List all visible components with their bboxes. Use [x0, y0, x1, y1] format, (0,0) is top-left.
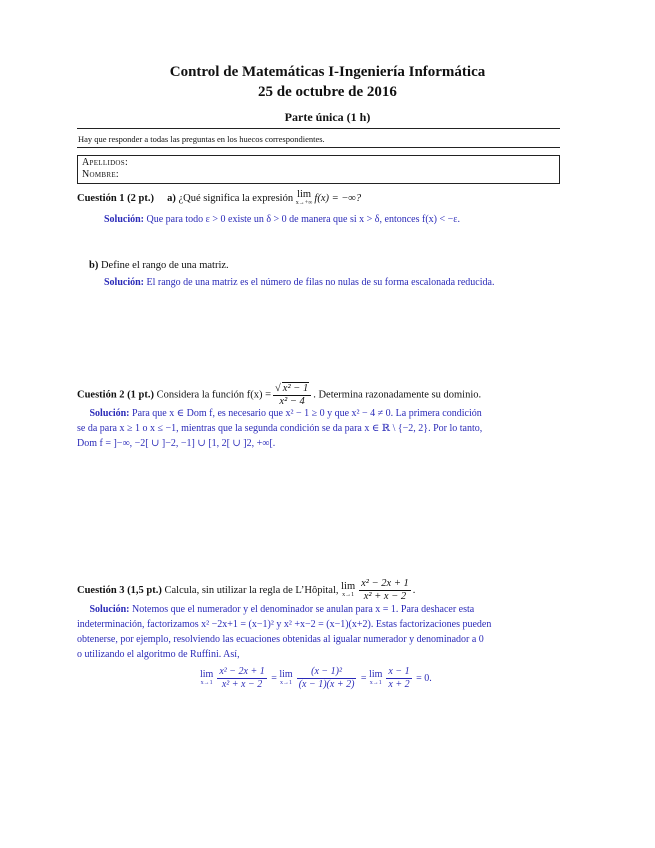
solution-label: Solución:	[104, 214, 145, 225]
exam-part: Parte única (1 h)	[284, 110, 371, 124]
solution-line: Para que x ∈ Dom f, es necesario que x² − 1 ≥ 0 y que x² − 4 ≠ 0. La primera condición	[132, 408, 482, 419]
equation-fraction: $\frac{\text{x² − 2x + 1}}{\text{x² + x − 2}}$	[219, 666, 265, 690]
question-3: Cuestión 3 (1,5 pt.) Calcula, sin utilizar la regla de L’Hôpital, lim x→1 $\frac{\text{x² − 2x + 1}}{\text{x² + x − 2}}$ .	[77, 578, 416, 602]
question-1-b	[89, 260, 229, 271]
question-2-solution	[77, 406, 567, 451]
question-1-label: Cuestión 1 (2 pt.)	[77, 192, 155, 204]
limit-fraction: $\frac{\text{x² − 2x + 1}}{\text{x² + x − 2}}$	[361, 578, 409, 602]
solution-label: Solución:	[104, 277, 145, 288]
equation-fraction: $\frac{x - 1}{x + 2}$	[388, 666, 410, 690]
part-a-text: ¿Qué significa la expresión	[178, 192, 294, 204]
question-2-text: Considera la función f(x) =	[156, 389, 272, 401]
limit-expression: lim x→+∞	[295, 189, 313, 206]
part-b-label: b)	[89, 260, 99, 271]
apellidos-label: Apellidos:	[82, 157, 129, 168]
part-b-solution	[104, 275, 494, 290]
solution-label: Solución:	[89, 604, 130, 615]
solution-line: o utilizando el algoritmo de Ruffini. Así,	[77, 649, 240, 660]
equation-fraction: $\frac{\text{(x − 1)²}}{(x - 1)(x + 2)}$	[298, 666, 355, 690]
student-info-box	[77, 155, 560, 184]
question-3-text: Calcula, sin utilizar la regla de L’Hôpital,	[164, 584, 339, 596]
question-2	[77, 382, 481, 408]
solution-line: indeterminación, factorizamos x² −2x+1 = (x−1)² y x² +x−2 = (x−1)(x+2). Estas factorizaciones pueden	[77, 619, 492, 630]
question-3-label: Cuestión 3 (1,5 pt.)	[77, 584, 162, 596]
exam-title: Control de Matemáticas I-Ingeniería Informática	[169, 64, 486, 80]
solution-line: Notemos que el numerador y el denominador se anulan para x = 1. Para deshacer esta	[132, 604, 475, 615]
question-3-solution	[77, 602, 567, 662]
limit-expression: lim x→1	[200, 669, 214, 686]
part-a-label: a)	[167, 192, 176, 204]
part-a-expression: f(x) = −∞?	[314, 192, 362, 204]
function-fraction: $\frac{\text{√ x² − 1}}{\text{x² − 4}}$	[273, 382, 311, 408]
solution-text: Que para todo ε > 0 existe un δ > 0 de manera que si x > δ, entonces f(x) < −ε.	[146, 214, 460, 225]
question-1-a	[77, 190, 361, 207]
solution-line: se da para x ≥ 1 o x ≤ −1, mientras que la segunda condición se da para x ∈ ℝ \ {−2, 2}. Por lo tanto,	[77, 423, 483, 434]
limit-expression: lim x→1	[341, 581, 356, 598]
divider	[77, 147, 560, 148]
part-b-text: Define el rango de una matriz.	[100, 260, 229, 271]
part-a-solution	[104, 212, 460, 227]
limit-expression: lim x→1	[279, 669, 293, 686]
solution-line: Dom f = ]−∞, −2[ ∪ ]−2, −1] ∪ [1, 2[ ∪ ]2, +∞[.	[77, 438, 276, 449]
question-2-text-end: . Determina razonadamente su dominio.	[313, 389, 482, 401]
question-2-label: Cuestión 2 (1 pt.)	[77, 389, 155, 401]
limit-expression: lim x→1	[369, 669, 383, 686]
nombre-label: Nombre:	[82, 169, 119, 180]
solution-text: El rango de una matriz es el número de filas no nulas de su forma escalonada reducida.	[146, 277, 495, 288]
equation-result: = 0.	[416, 672, 432, 684]
instructions: Hay que responder a todas las preguntas en los huecos correspondientes.	[78, 134, 325, 144]
divider	[77, 128, 560, 129]
solution-equation: lim x→1 $\frac{\text{x² − 2x + 1}}{\text{x² + x − 2}}$ = lim x→1 $\frac{\text{(x − 1)²}}{(x - 1)(x + 2)}$ = lim x→1 $\frac{x - 1}{x + 2}$ = 0.	[200, 666, 432, 690]
solution-line: obtenerse, por ejemplo, resolviendo las ecuaciones obtenidas al igualar numerador y denominador a 0	[77, 634, 484, 645]
solution-label: Solución:	[89, 408, 130, 419]
exam-date: 25 de octubre de 2016	[258, 84, 397, 100]
